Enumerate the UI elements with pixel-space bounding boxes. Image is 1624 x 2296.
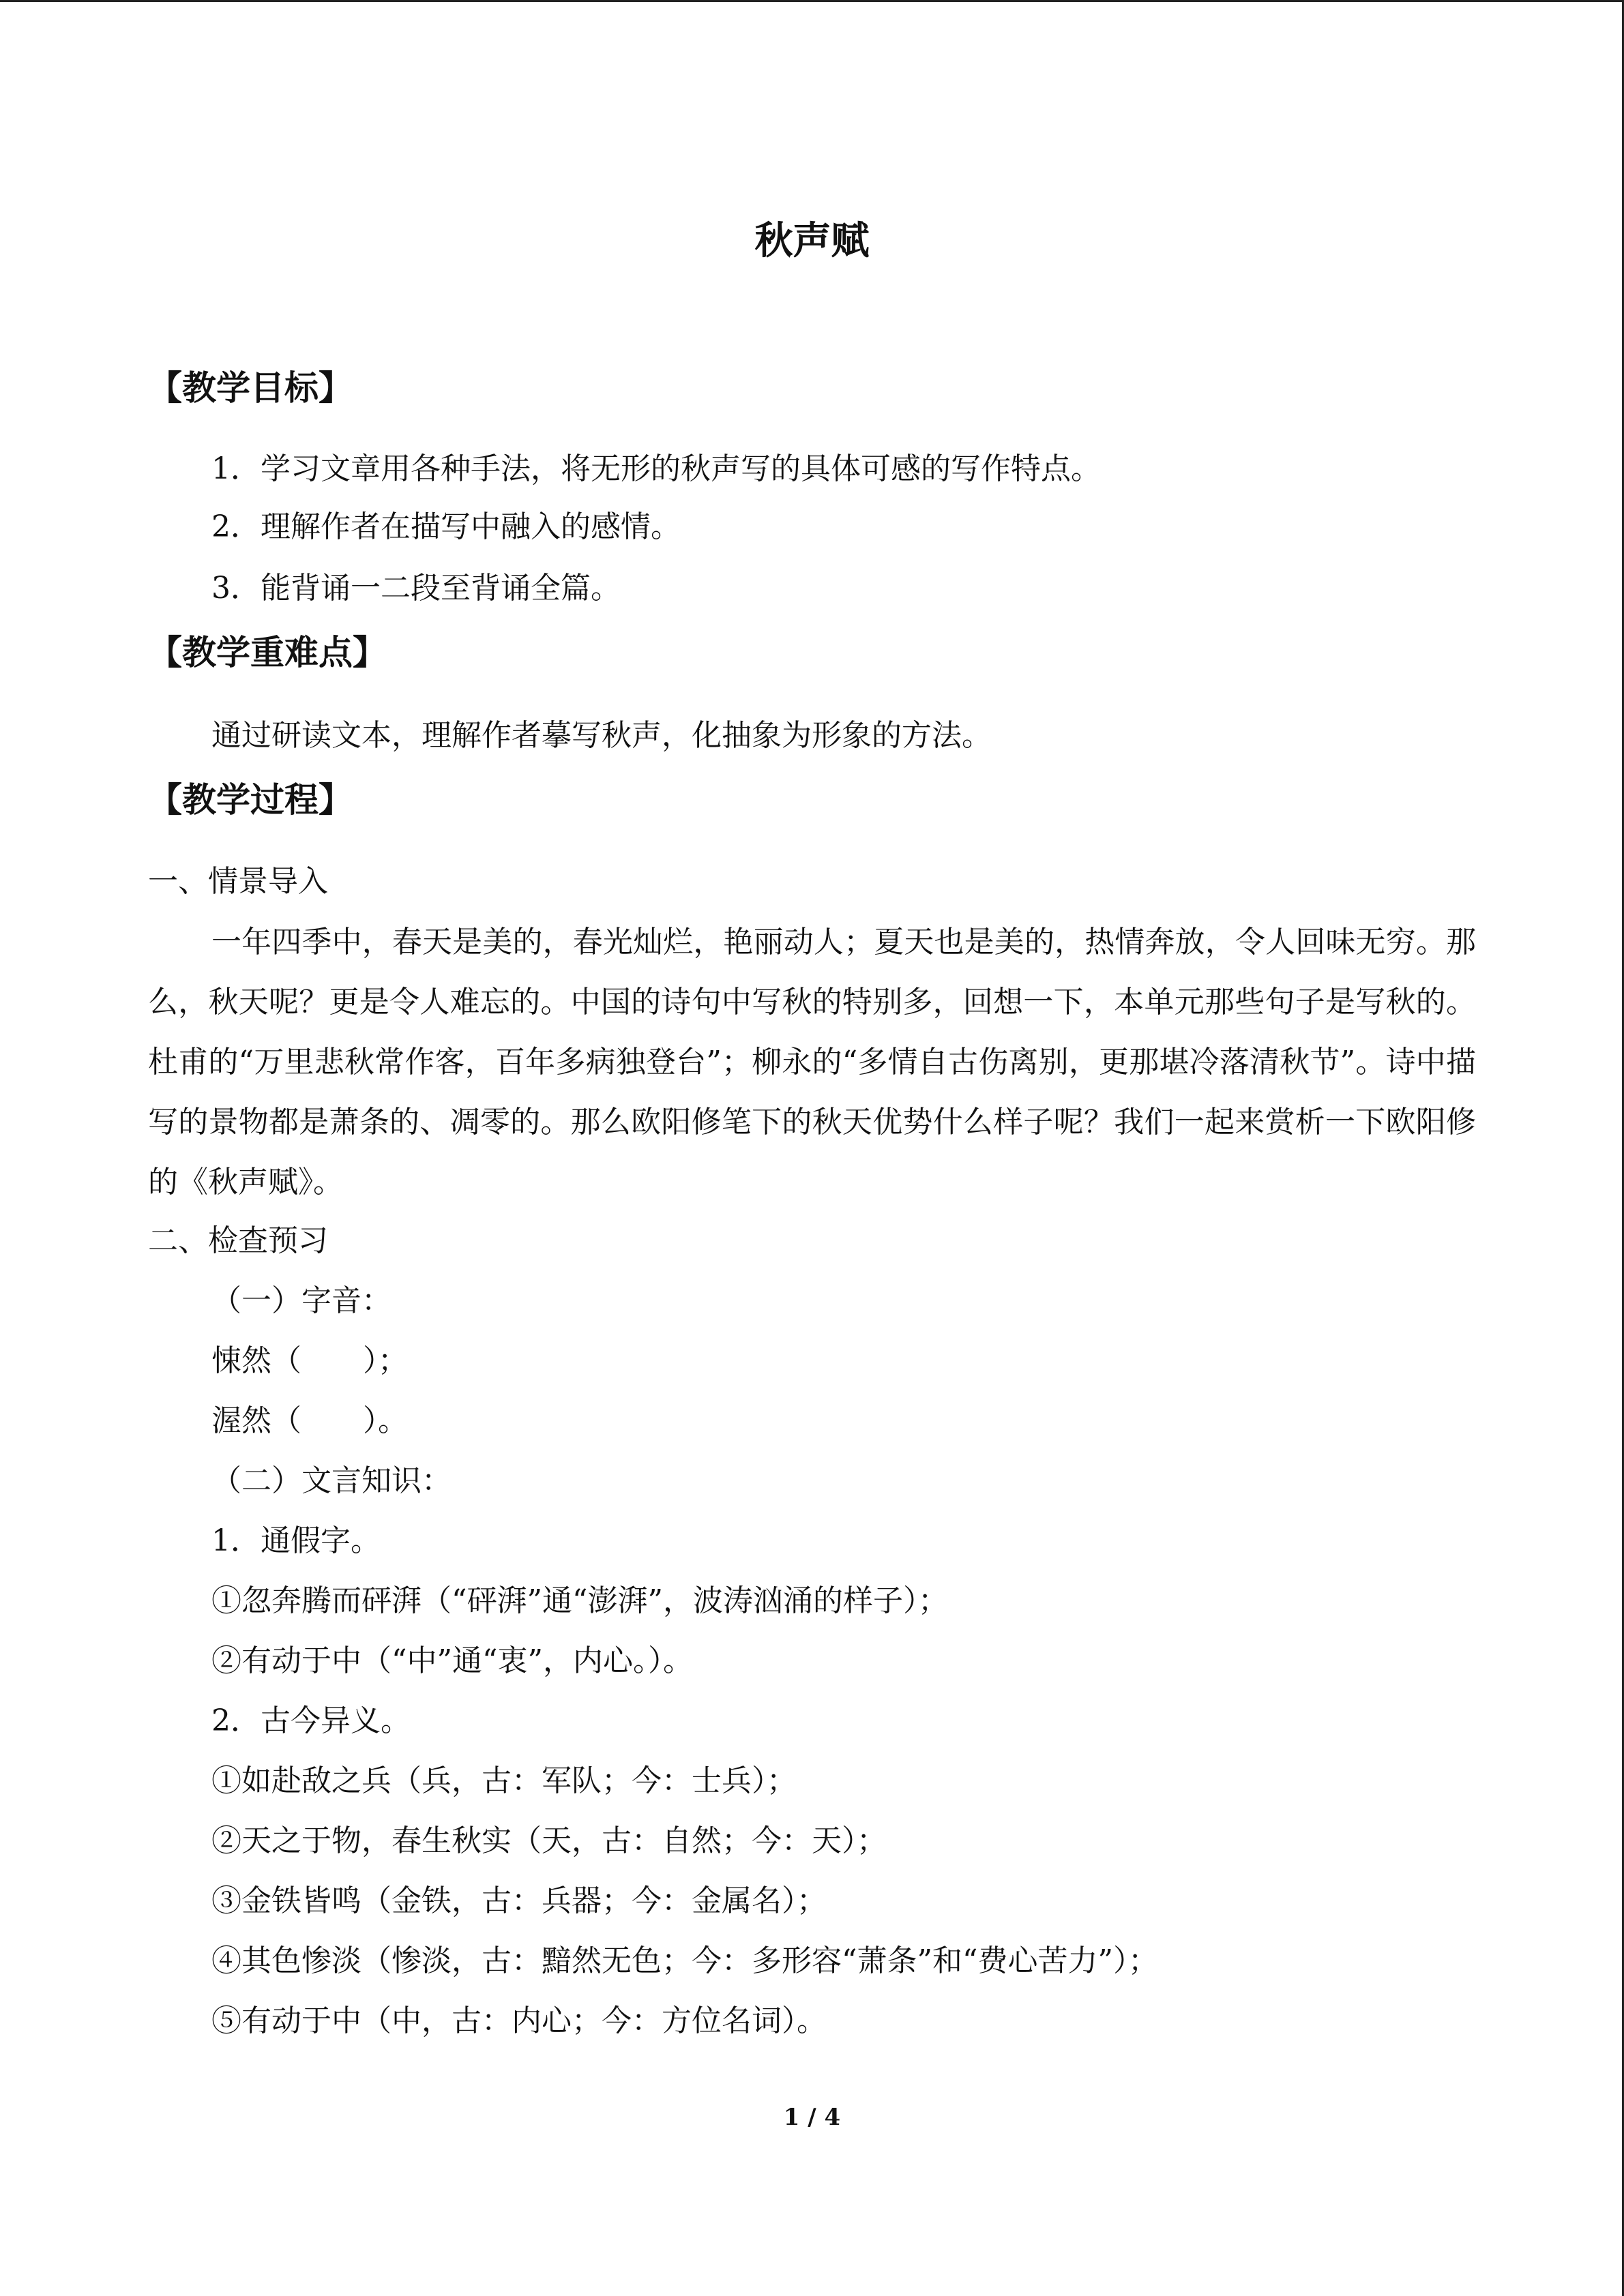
pronunciation-item-1-end: ）；: [363, 1343, 408, 1378]
pronunciation-item-2-end: ）。: [363, 1403, 408, 1438]
tongjia-item-2: ②有动于中（“中”通“衷”，内心。）。: [211, 1643, 693, 1678]
gujin-item-4: ④其色惨淡（惨淡，古：黯然无色；今：多形容“萧条”和“费心苦力”）；: [211, 1943, 1158, 1978]
tongjia-item-1: ①忽奔腾而砰湃（“砰湃”通“澎湃”，波涛汹涌的样子）；: [211, 1583, 948, 1618]
classical-knowledge-title: （二）文言知识：: [211, 1463, 452, 1498]
tongjia-title: 1．通假字。: [211, 1523, 381, 1558]
document-title: 秋声赋: [754, 218, 870, 263]
pronunciation-title: （一）字音：: [211, 1283, 392, 1318]
gujin-item-3: ③金铁皆鸣（金铁，古：兵器；今：金属名）；: [211, 1883, 827, 1918]
gujin-item-5: ⑤有动于中（中，古：内心；今：方位名词）。: [211, 2003, 827, 2038]
page-number: 1 / 4: [783, 2104, 841, 2131]
key-points-text: 通过研读文本，理解作者摹写秋声，化抽象为形象的方法。: [211, 718, 992, 753]
goal-item-3: 3．能背诵一二段至背诵全篇。: [211, 571, 621, 606]
heading-key-points: 【教学重难点】: [148, 632, 387, 672]
gujin-item-2: ②天之于物，春生秋实（天，古：自然；今：天）；: [211, 1823, 887, 1858]
pronunciation-item-1: [211, 1334, 408, 1388]
gujin-item-1: ①如赴敌之兵（兵，古：军队；今：士兵）；: [211, 1763, 797, 1798]
heading-teaching-goals: 【教学目标】: [148, 368, 353, 408]
goal-item-2: 2．理解作者在描写中融入的感情。: [211, 509, 681, 544]
pronunciation-item-2-word: 渥然（: [211, 1403, 301, 1438]
page-border-top: [0, 0, 1624, 2]
part1-paragraph: 一年四季中，春天是美的，春光灿烂，艳丽动人；夏天也是美的，热情奔放，令人回味无穷。那么，秋天呢？更是令人难忘的。中国的诗句中写秋的特别多，回想一下，本单元那些句子是写秋的。杜甫的“万里悲秋常作客，百年多病独登台”；柳永的“多情自古伤离别，更那堪冷落清秋节”。诗中描写的景物都是萧条的、凋零的。那么欧阳修笔下的秋天优势什么样子呢？我们一起来赏析一下欧阳修的《秋声赋》。: [148, 925, 1476, 1199]
heading-teaching-process: 【教学过程】: [148, 779, 353, 820]
pronunciation-item-1-word: 悚然（: [211, 1343, 301, 1378]
part2-title: 二、检查预习: [148, 1223, 328, 1258]
pronunciation-item-2: [211, 1394, 408, 1448]
goal-item-1: 1．学习文章用各种手法，将无形的秋声写的具体可感的写作特点。: [211, 451, 1101, 486]
part1-title: 一、情景导入: [148, 864, 328, 899]
gujin-title: 2．古今异义。: [211, 1703, 411, 1738]
